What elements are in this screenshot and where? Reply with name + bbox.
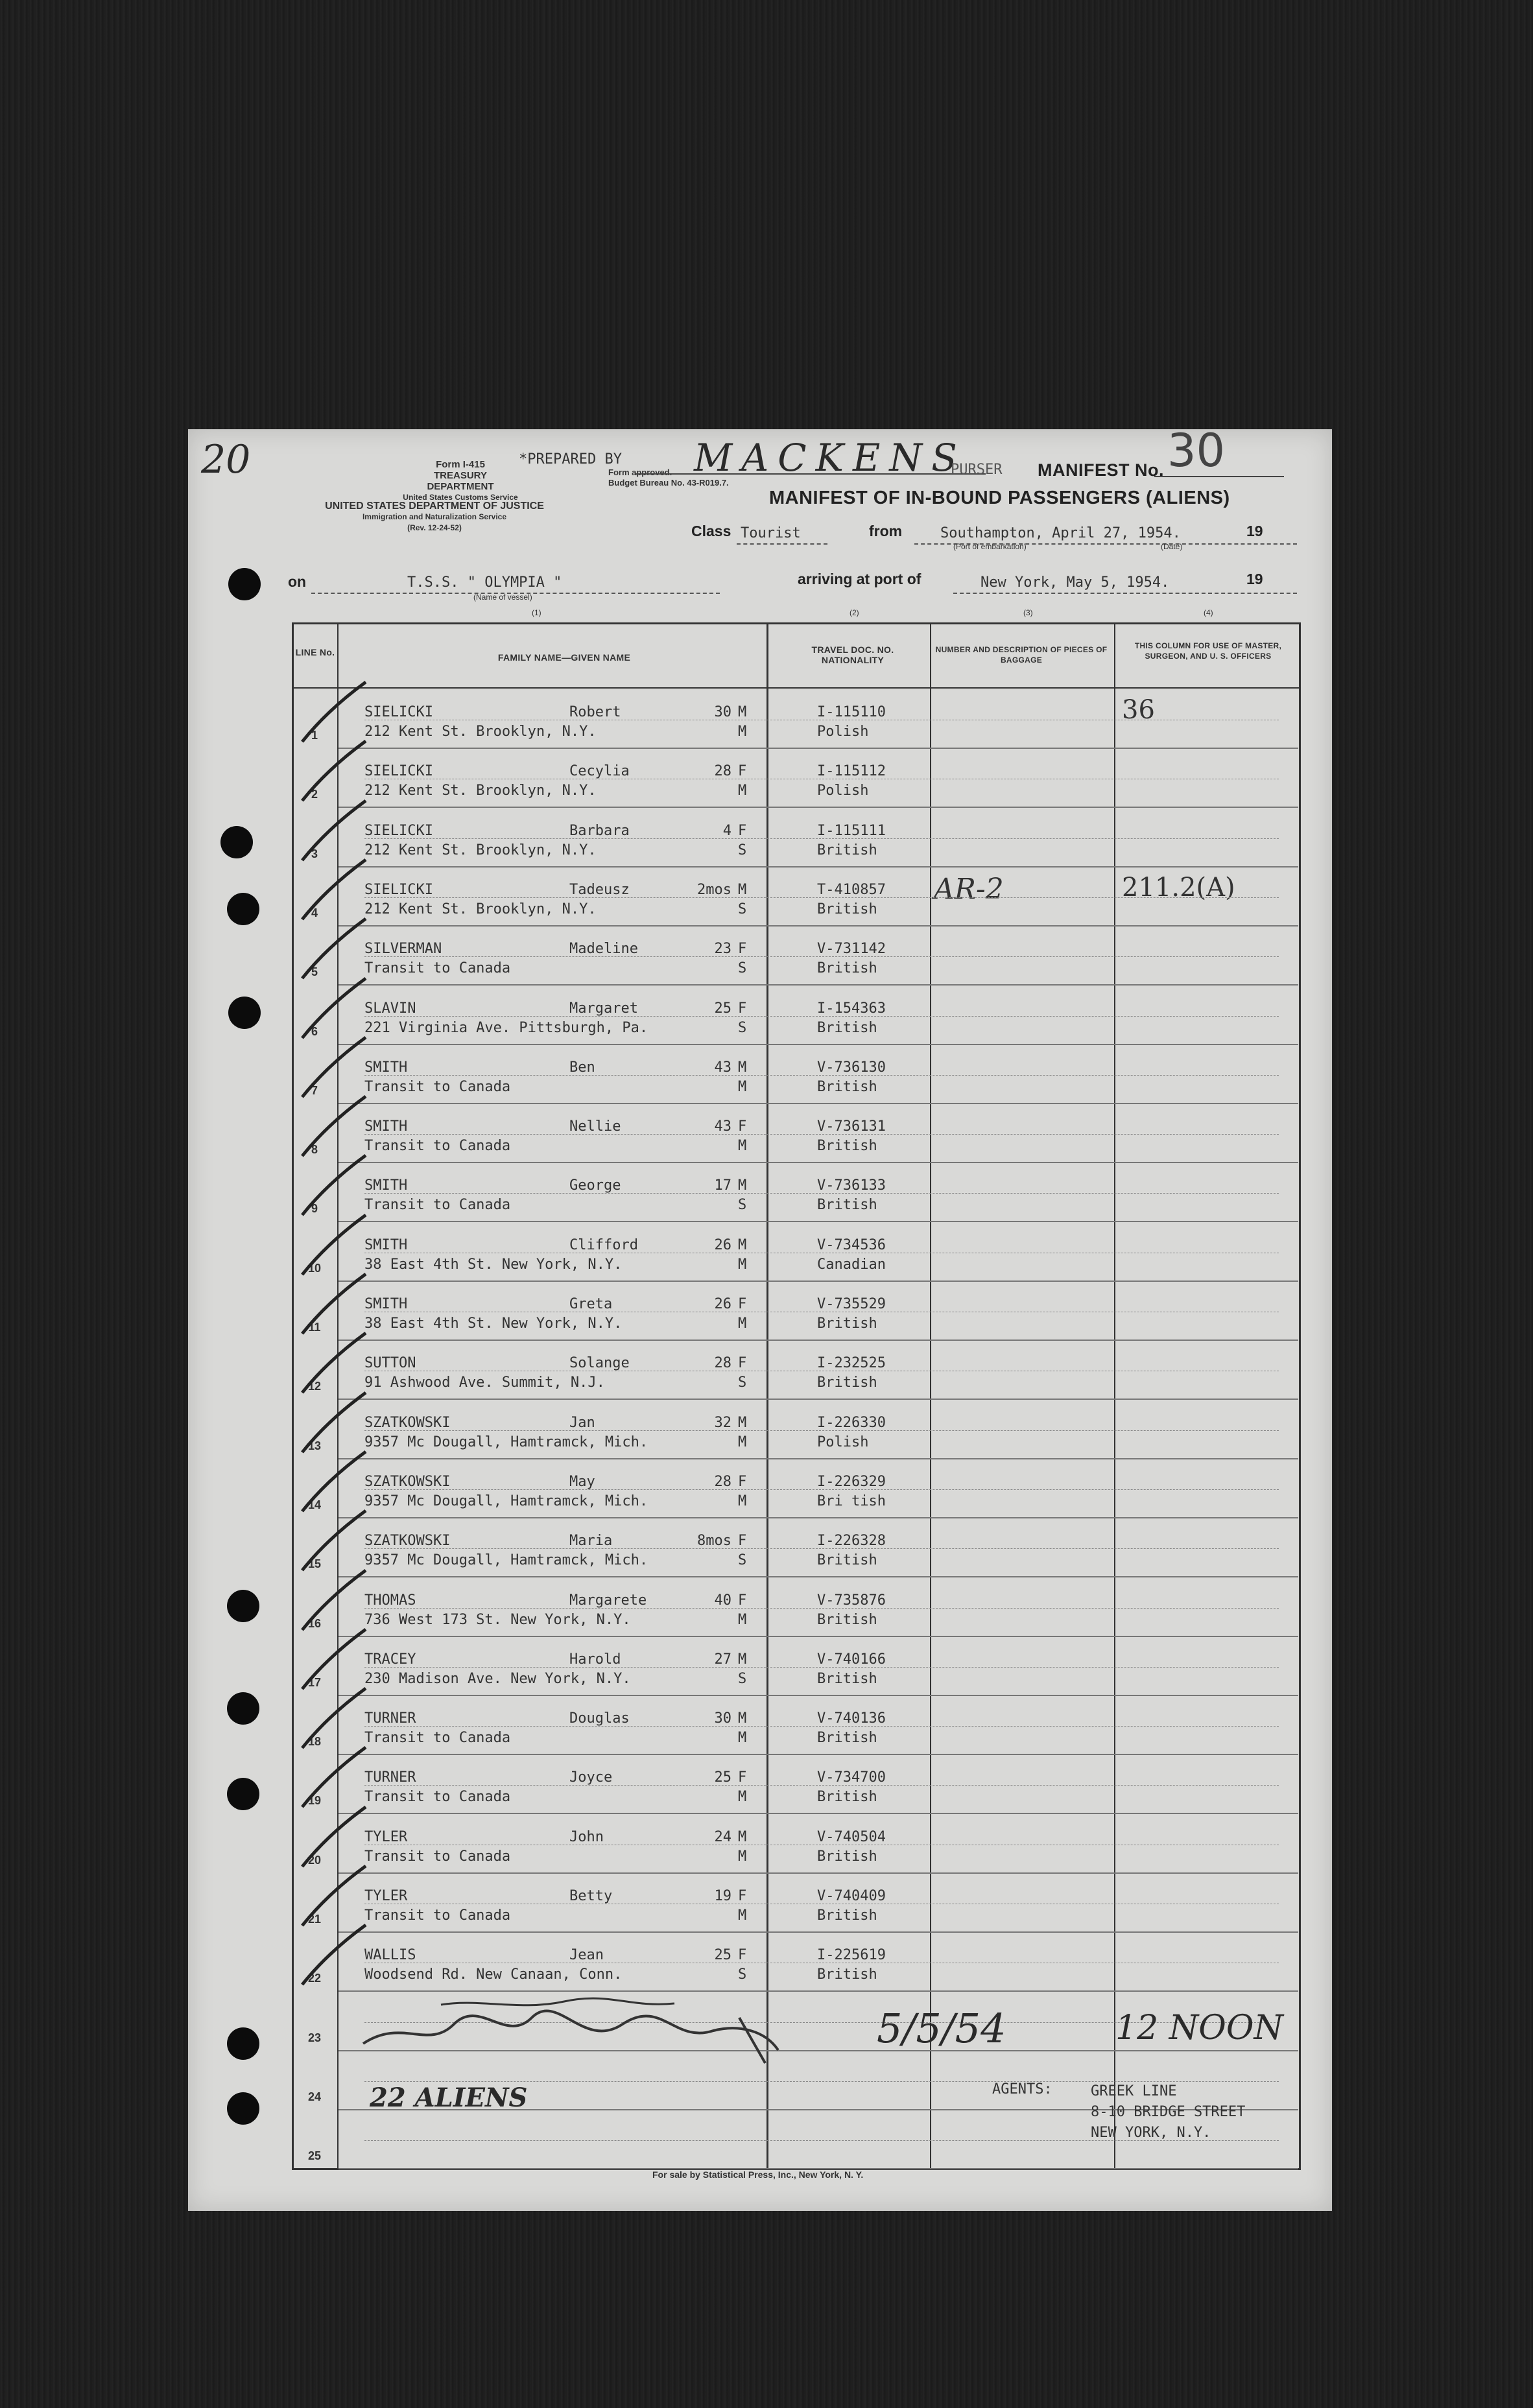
row-rule — [364, 1667, 1279, 1668]
row-rule — [364, 838, 1279, 839]
on-label: on — [288, 573, 307, 590]
family-name: SMITH — [364, 1236, 408, 1253]
row-rule — [364, 1726, 1279, 1727]
lineno-cell: 5 — [311, 965, 318, 979]
nationality: British — [817, 1552, 877, 1569]
age: 28 — [714, 1473, 731, 1490]
agent-line: 8-10 BRIDGE STREET — [1091, 2104, 1246, 2120]
sex: F — [738, 1296, 747, 1312]
sex: M — [738, 1651, 747, 1668]
marital-status: M — [738, 1493, 747, 1509]
address: Transit to Canada — [364, 1848, 511, 1865]
given-name: Solange — [569, 1355, 630, 1372]
lineno-cell: 11 — [308, 1321, 321, 1334]
row-rule — [364, 1193, 1279, 1194]
travel-doc-no: I-226329 — [817, 1473, 886, 1490]
travel-doc-no: V-734700 — [817, 1769, 886, 1786]
sex: M — [738, 1236, 747, 1253]
given-name: Ben — [569, 1059, 595, 1076]
marital-status: M — [738, 1078, 747, 1095]
marital-status: S — [738, 842, 747, 858]
manifest-no: 30 — [1167, 424, 1226, 477]
given-name: George — [569, 1177, 621, 1194]
sex: M — [738, 1177, 747, 1194]
from-label: from — [869, 523, 903, 539]
nationality: Polish — [817, 783, 869, 799]
form-number: Form I-415 — [436, 459, 485, 470]
age: 8mos — [697, 1533, 731, 1550]
lineno-cell: 24 — [307, 2090, 322, 2103]
marital-status: M — [738, 1434, 747, 1450]
given-name: Maria — [569, 1533, 613, 1550]
travel-doc-no: V-740504 — [817, 1828, 886, 1845]
travel-doc-no: I-232525 — [817, 1355, 886, 1372]
age: 30 — [714, 704, 731, 720]
inspection-date: 5/5/54 — [877, 2005, 1006, 2052]
family-name: SMITH — [364, 1177, 408, 1194]
sex: M — [738, 1414, 747, 1431]
given-name: Jan — [569, 1414, 595, 1431]
lineno-cell: 15 — [307, 1557, 322, 1571]
given-name: Greta — [569, 1296, 613, 1312]
vessel-name: T.S.S. " OLYMPIA " — [407, 574, 562, 591]
travel-doc-no: I-115112 — [817, 763, 886, 780]
given-name: Tadeusz — [569, 881, 630, 898]
given-name: Madeline — [569, 941, 638, 958]
age: 32 — [714, 1414, 731, 1431]
nationality: British — [817, 901, 877, 917]
sex: F — [738, 822, 747, 839]
signature-scrawl — [350, 1992, 869, 2070]
purser-name: MACKENS — [694, 436, 966, 480]
travel-doc-no: I-226330 — [817, 1414, 886, 1431]
col-header-name: FAMILY NAME—GIVEN NAME — [497, 652, 631, 663]
given-name: Barbara — [569, 822, 630, 839]
col-header-officers: THIS COLUMN FOR USE OF MASTER, SURGEON, AND U. S. OFFICERS — [1134, 641, 1282, 661]
nationality: Canadian — [817, 1256, 886, 1273]
lineno-cell: 25 — [307, 2149, 322, 2163]
address: 9357 Mc Dougall, Hamtramck, Mich. — [364, 1434, 648, 1450]
row-rule — [364, 1489, 1279, 1490]
from-value: Southampton, April 27, 1954. — [940, 525, 1181, 541]
family-name: SMITH — [364, 1118, 408, 1135]
sex: F — [738, 1533, 747, 1550]
port-embark-caption: (Port of embarkation) — [953, 542, 1027, 551]
age: 24 — [714, 1828, 731, 1845]
address: 230 Madison Ave. New York, N.Y. — [364, 1670, 631, 1687]
travel-doc-no: V-736133 — [817, 1177, 886, 1194]
travel-doc-no: V-735529 — [817, 1296, 886, 1312]
nationality: British — [817, 1078, 877, 1095]
col-caption-1: (1) — [532, 608, 541, 617]
family-name: SMITH — [364, 1059, 408, 1076]
lineno-cell: 17 — [307, 1675, 322, 1689]
address: 212 Kent St. Brooklyn, N.Y. — [364, 842, 597, 858]
age: 43 — [714, 1059, 731, 1076]
nationality: Bri tish — [817, 1493, 886, 1509]
marital-status: S — [738, 1197, 747, 1214]
lineno-cell: 19 — [307, 1794, 322, 1808]
lineno-cell: 22 — [307, 1972, 322, 1985]
family-name: SLAVIN — [364, 1000, 416, 1017]
prepared-by-label: *PREPARED BY — [519, 451, 622, 467]
nationality: British — [817, 1670, 877, 1687]
address: 9357 Mc Dougall, Hamtramck, Mich. — [364, 1493, 648, 1509]
age: 43 — [714, 1118, 731, 1135]
officer-note: 36 — [1122, 695, 1155, 725]
margin-note: 20 — [201, 437, 251, 482]
family-name: SIELICKI — [364, 822, 433, 839]
age: 23 — [714, 941, 731, 958]
lineno-cell: 3 — [311, 847, 318, 860]
nationality: British — [817, 1316, 877, 1332]
travel-doc-no: V-740136 — [817, 1710, 886, 1727]
travel-doc-no: I-115111 — [817, 822, 886, 839]
row-rule — [364, 1548, 1279, 1549]
sex: M — [738, 1828, 747, 1845]
travel-doc-no: I-115110 — [817, 704, 886, 720]
lineno-cell: 20 — [307, 1853, 322, 1867]
row-rule — [364, 897, 1279, 898]
col-caption-3: (3) — [1023, 608, 1033, 617]
address: Woodsend Rd. New Canaan, Conn. — [364, 1966, 623, 1983]
arrival-port: New York, May 5, 1954. — [980, 574, 1170, 591]
age: 4 — [722, 822, 731, 839]
row-rule — [364, 1075, 1279, 1076]
age: 25 — [714, 1947, 731, 1964]
travel-doc-no: V-735876 — [817, 1592, 886, 1609]
marital-status: S — [738, 1966, 747, 1983]
address: 736 West 173 St. New York, N.Y. — [364, 1611, 631, 1628]
family-name: SZATKOWSKI — [364, 1473, 451, 1490]
year-label: 19 — [1246, 523, 1263, 539]
treasury-department: TREASURY DEPARTMENT — [427, 470, 494, 492]
age: 19 — [714, 1888, 731, 1904]
address: 38 East 4th St. New York, N.Y. — [364, 1256, 623, 1273]
age: 30 — [714, 1710, 731, 1727]
age: 25 — [714, 1769, 731, 1786]
officer-note: 211.2(A) — [1122, 872, 1235, 903]
given-name: Margaret — [569, 1000, 638, 1017]
manifest-page — [188, 424, 1332, 2211]
nationality: Polish — [817, 1434, 869, 1450]
col-caption-2: (2) — [850, 608, 859, 617]
sex: M — [738, 1059, 747, 1076]
sex: F — [738, 763, 747, 780]
marital-status: M — [738, 1256, 747, 1273]
lineno-cell: 16 — [307, 1616, 322, 1630]
family-name: TRACEY — [364, 1651, 416, 1668]
sex: M — [738, 881, 747, 898]
travel-doc-no: I-225619 — [817, 1947, 886, 1964]
given-name: May — [569, 1473, 595, 1490]
sex: F — [738, 1592, 747, 1609]
travel-doc-no: V-740409 — [817, 1888, 886, 1904]
given-name: Robert — [569, 704, 621, 720]
doj-title: UNITED STATES DEPARTMENT OF JUSTICE — [325, 501, 544, 512]
marital-status: S — [738, 960, 747, 977]
nationality: British — [817, 1789, 877, 1806]
marital-status: M — [738, 1848, 747, 1865]
nationality: British — [817, 1019, 877, 1036]
travel-doc-no: I-226328 — [817, 1533, 886, 1550]
family-name: SZATKOWSKI — [364, 1533, 451, 1550]
given-name: Clifford — [569, 1236, 638, 1253]
nationality: British — [817, 1730, 877, 1747]
sex: F — [738, 1118, 747, 1135]
given-name: Margarete — [569, 1592, 647, 1609]
address: 212 Kent St. Brooklyn, N.Y. — [364, 724, 597, 740]
sex: M — [738, 1710, 747, 1727]
given-name: Betty — [569, 1888, 613, 1904]
marital-status: S — [738, 1019, 747, 1036]
family-name: TYLER — [364, 1828, 408, 1845]
nationality: British — [817, 1907, 877, 1924]
agent-line: NEW YORK, N.Y. — [1091, 2125, 1211, 2141]
col-header-travel-doc: TRAVEL DOC. NO. NATIONALITY — [811, 644, 894, 665]
check-mark — [298, 1920, 370, 1991]
lineno-cell: 23 — [307, 2031, 322, 2044]
lineno-cell: 21 — [307, 1913, 322, 1926]
customs-service: United States Customs Service — [403, 493, 518, 502]
family-name: SILVERMAN — [364, 941, 442, 958]
age: 28 — [714, 763, 731, 780]
marital-status: M — [738, 1611, 747, 1628]
year-label-2: 19 — [1246, 571, 1263, 587]
given-name: Harold — [569, 1651, 621, 1668]
row-rule — [364, 1785, 1279, 1786]
lineno-cell: 7 — [311, 1083, 318, 1097]
family-name: SMITH — [364, 1296, 408, 1312]
sex: F — [738, 1473, 747, 1490]
lineno-cell: 1 — [311, 729, 318, 742]
travel-doc-no: V-736131 — [817, 1118, 886, 1135]
ins-title: Immigration and Naturalization Service — [362, 512, 507, 521]
punch-hole — [228, 568, 261, 600]
marital-status: S — [738, 1670, 747, 1687]
age: 28 — [714, 1355, 731, 1372]
lineno-cell: 12 — [307, 1380, 322, 1393]
family-name: TURNER — [364, 1769, 416, 1786]
age: 40 — [714, 1592, 731, 1609]
marital-status: S — [738, 1375, 747, 1391]
lineno-cell: 6 — [311, 1024, 318, 1038]
address: Transit to Canada — [364, 1730, 511, 1747]
address: 212 Kent St. Brooklyn, N.Y. — [364, 783, 597, 799]
marital-status: M — [738, 724, 747, 740]
travel-doc-no: V-736130 — [817, 1059, 886, 1076]
col-caption-4: (4) — [1204, 608, 1213, 617]
address: 221 Virginia Ave. Pittsburgh, Pa. — [364, 1019, 648, 1036]
travel-doc-no: V-740166 — [817, 1651, 886, 1668]
marital-status: S — [738, 901, 747, 917]
purser-label: PURSER — [951, 462, 1003, 478]
given-name: Jean — [569, 1947, 604, 1964]
address: Transit to Canada — [364, 1907, 511, 1924]
given-name: Nellie — [569, 1118, 621, 1135]
family-name: SIELICKI — [364, 704, 433, 720]
lineno-cell: 4 — [311, 906, 318, 919]
nationality: British — [817, 960, 877, 977]
date-caption: (Date) — [1161, 542, 1183, 551]
marital-status: M — [738, 783, 747, 799]
row-rule — [364, 1016, 1279, 1017]
table-row — [188, 1933, 1332, 1992]
age: 25 — [714, 1000, 731, 1017]
age: 26 — [714, 1236, 731, 1253]
page-title: MANIFEST OF IN-BOUND PASSENGERS (ALIENS) — [769, 488, 1230, 508]
lineno-cell: 14 — [307, 1498, 322, 1511]
sex: F — [738, 1000, 747, 1017]
age: 27 — [714, 1651, 731, 1668]
family-name: THOMAS — [364, 1592, 416, 1609]
inspection-time: 12 NOON — [1115, 2009, 1283, 2048]
family-name: SIELICKI — [364, 881, 433, 898]
nationality: British — [817, 1848, 877, 1865]
address: Transit to Canada — [364, 960, 511, 977]
row-rule — [364, 1430, 1279, 1431]
nationality: British — [817, 1375, 877, 1391]
address: 212 Kent St. Brooklyn, N.Y. — [364, 901, 597, 917]
given-name: Cecylia — [569, 763, 630, 780]
nationality: British — [817, 1611, 877, 1628]
sex: F — [738, 1947, 747, 1964]
manifest-no-label: MANIFEST No. — [1038, 460, 1164, 480]
class-value: Tourist — [741, 525, 801, 541]
family-name: TURNER — [364, 1710, 416, 1727]
family-name: WALLIS — [364, 1947, 416, 1964]
travel-doc-no: I-154363 — [817, 1000, 886, 1017]
address: 9357 Mc Dougall, Hamtramck, Mich. — [364, 1552, 648, 1569]
row-rule — [364, 1134, 1279, 1135]
marital-status: M — [738, 1730, 747, 1747]
address: Transit to Canada — [364, 1138, 511, 1155]
given-name: Douglas — [569, 1710, 630, 1727]
marital-status: M — [738, 1907, 747, 1924]
age: 26 — [714, 1296, 731, 1312]
nationality: Polish — [817, 724, 869, 740]
family-name: SUTTON — [364, 1355, 416, 1372]
family-name: SIELICKI — [364, 763, 433, 780]
alien-count: 22 ALIENS — [370, 2083, 528, 2113]
travel-doc-no: T-410857 — [817, 881, 886, 898]
agents-label: AGENTS: — [992, 2081, 1052, 2097]
agents-block — [1091, 2081, 1245, 2143]
address: Transit to Canada — [364, 1197, 511, 1214]
sex: M — [738, 704, 747, 720]
form-approved: Form approved. — [608, 467, 672, 477]
class-label: Class — [691, 523, 731, 539]
address: 38 East 4th St. New York, N.Y. — [364, 1316, 623, 1332]
lineno-cell: 13 — [307, 1439, 322, 1452]
travel-doc-no: V-731142 — [817, 941, 886, 958]
lineno-cell: 2 — [311, 788, 318, 801]
travel-doc-no: V-734536 — [817, 1236, 886, 1253]
sex: F — [738, 1355, 747, 1372]
budget-bureau: Budget Bureau No. 43-R019.7. — [608, 478, 729, 488]
nationality: British — [817, 1197, 877, 1214]
col-header-line-no: LINE No. — [295, 647, 335, 657]
form-id-block — [402, 459, 519, 503]
age: 2mos — [697, 881, 731, 898]
nationality: British — [817, 1138, 877, 1155]
family-name: TYLER — [364, 1888, 408, 1904]
sex: F — [738, 1888, 747, 1904]
doj-block — [292, 501, 577, 534]
row-rule — [364, 956, 1279, 957]
address: Transit to Canada — [364, 1789, 511, 1806]
lineno-cell: 9 — [311, 1202, 318, 1216]
agent-line: GREEK LINE — [1091, 2083, 1177, 2099]
sex: F — [738, 1769, 747, 1786]
age: 17 — [714, 1177, 731, 1194]
family-name: SZATKOWSKI — [364, 1414, 451, 1431]
nationality: British — [817, 1966, 877, 1983]
address: 91 Ashwood Ave. Summit, N.J. — [364, 1375, 605, 1391]
printer-footer: For sale by Statistical Press, Inc., New York, N. Y. — [652, 2169, 864, 2180]
marital-status: M — [738, 1138, 747, 1155]
lineno-cell: 10 — [307, 1261, 322, 1275]
nationality: British — [817, 842, 877, 858]
marital-status: M — [738, 1789, 747, 1806]
revision-date: (Rev. 12-24-52) — [407, 523, 462, 532]
col-header-baggage: NUMBER AND DESCRIPTION OF PIECES OF BAGGAGE — [935, 645, 1108, 665]
address: Transit to Canada — [364, 1078, 511, 1095]
lineno-cell: 8 — [311, 1143, 318, 1157]
given-name: John — [569, 1828, 604, 1845]
vessel-caption: (Name of vessel) — [473, 593, 532, 602]
marital-status: S — [738, 1552, 747, 1569]
row-rule — [364, 1608, 1279, 1609]
sex: F — [738, 941, 747, 958]
baggage: AR-2 — [934, 872, 1004, 906]
marital-status: M — [738, 1316, 747, 1332]
arriving-label: arriving at port of — [798, 571, 921, 587]
given-name: Joyce — [569, 1769, 613, 1786]
lineno-cell: 18 — [307, 1735, 322, 1749]
